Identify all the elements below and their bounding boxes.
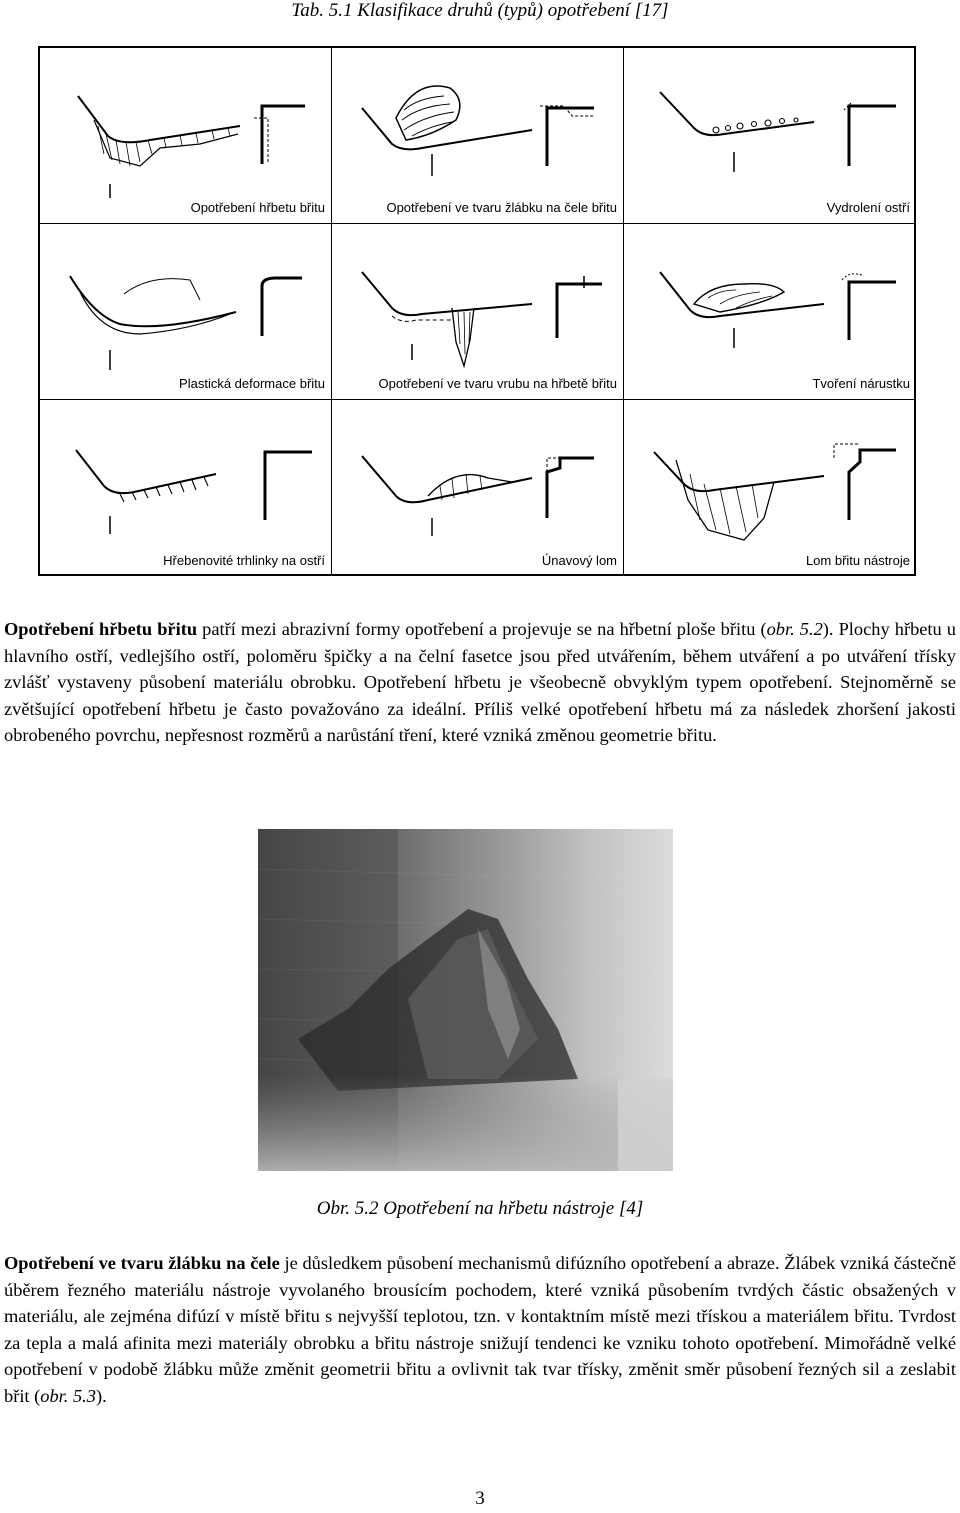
wear-type-label: Únavový lom [541,553,617,568]
wear-type-label: Vydrolení ostří [826,200,910,215]
flank-wear-sketch [40,48,332,224]
figure-reference: obr. 5.2 [766,619,823,639]
fatigue-fracture-sketch [332,400,624,576]
plastic-deformation-sketch [40,224,332,400]
wear-type-label: Opotřebení ve tvaru vrubu na hřbetě břitu [378,376,617,391]
edge-fracture-sketch [624,400,916,576]
flank-wear-paragraph [4,616,956,749]
paragraph-text: ). Plochy hřbetu u hlavního ostří, vedlejšího ostří, poloměru špičky a na čelní fasetce jsou před utvářením, během utváření a po utváření třísky zvlášť vystaveny působení materiálu obrobku. Opotřebení hřbetu je všeobecně obvyklým typem opotřebení. Stejnoměrně se zvětšující opotřebení hřbetu je často považováno za ideální. Příliš velké opotřebení hřbetu má za následek zhoršení jakosti obrobeného povrchu, nepřesnost rozměrů a narůstání tření, které vzniká změnou geometrie břitu. [4,619,957,746]
cell-comb-cracks [40,400,332,576]
wear-type-label: Opotřebení hřbetu břitu [190,200,325,215]
wear-type-label: Opotřebení ve tvaru žlábku na čele břitu [386,200,617,215]
built-up-edge-sketch [624,224,916,400]
figure-reference: obr. 5.3 [40,1385,96,1406]
cell-edge-fracture [624,400,916,576]
paragraph-bold-lead: Opotřebení hřbetu břitu [4,619,198,639]
flank-wear-photo [258,829,673,1171]
wear-type-label: Lom břitu nástroje [805,553,910,568]
cell-notch-wear [332,224,624,400]
paragraph-bold-lead: Opotřebení ve tvaru žlábku na čele [4,1253,280,1273]
cell-edge-chipping [624,48,916,224]
cell-built-up-edge [624,224,916,400]
cell-crater-wear [332,48,624,224]
photo-caption: Obr. 5.2 Opotřebení na hřbetu nástroje [4] [316,1198,644,1219]
table-caption: Tab. 5.1 Klasifikace druhů (typů) opotřebení [17] [291,0,669,21]
wear-type-label: Tvoření nárustku [812,376,910,391]
paragraph-text: patří mezi abrazivní formy opotřebení a projevuje se na hřbetní ploše břitu ( [197,619,767,639]
cell-fatigue-fracture [332,400,624,576]
edge-chipping-sketch [624,48,916,224]
notch-wear-sketch [332,224,624,400]
crater-wear-sketch [332,48,624,224]
paragraph-text: ). [95,1385,107,1406]
wear-type-label: Hřebenovité trhlinky na ostří [163,553,325,568]
crater-wear-paragraph [4,1250,956,1410]
cell-flank-wear [40,48,332,224]
cell-plastic-deformation [40,224,332,400]
wear-classification-table [38,46,916,576]
comb-cracks-sketch [40,400,332,576]
wear-type-label: Plastická deformace břitu [179,376,325,391]
paragraph-text: je důsledkem působení mechanismů difúzního opotřebení a abraze. Žlábek vzniká částečně úběrem řezného materiálu nástroje vyvolaného brousícím pochodem, které vzniká působením tvrdých částic obsažených v materiálu, ale zejména difúzí v místě břitu s nejvyšší teplotou, tzn. v kontaktním místě mezi třískou a materiálem břitu. Tvrdost za tepla a malá afinita mezi materiály obrobku a břitu nástroje snižují tendenci ke vzniku tohoto opotřebení. Mimořádně velké opotřebení v podobě žlábku může změnit geometrii břitu a ovlivnit tak tvar třísky, změnit směr působení řezných sil a zeslabit břit ( [4,1253,956,1406]
page-number: 3 [475,1488,485,1509]
